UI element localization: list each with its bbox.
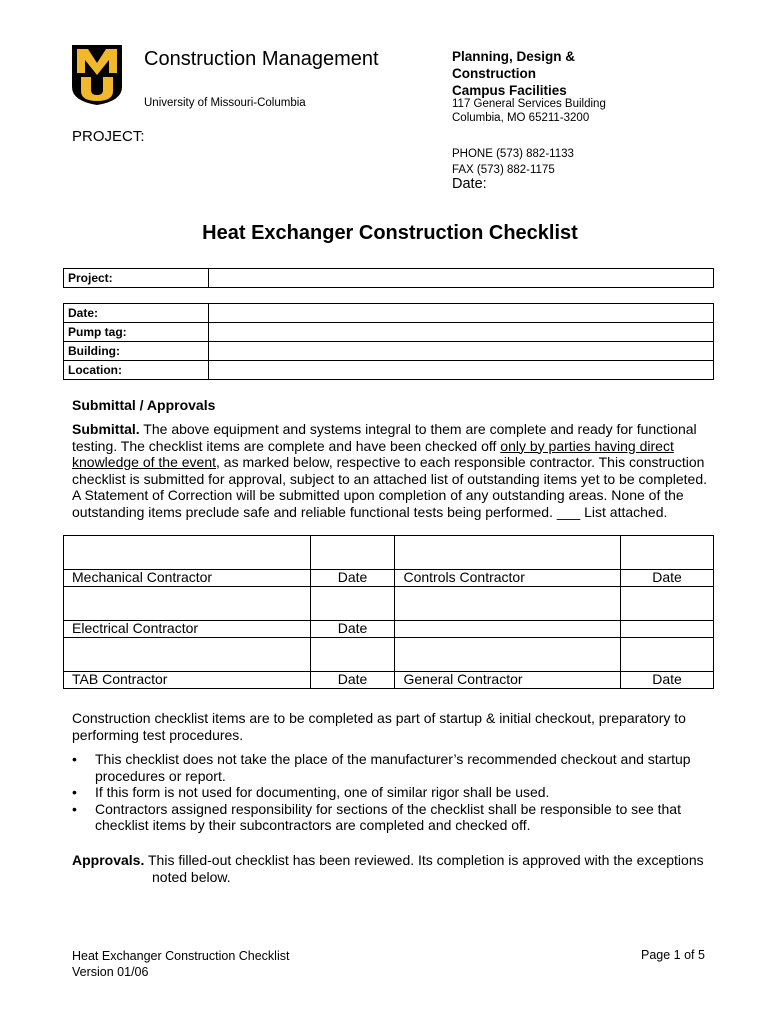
tab-date-field[interactable] — [310, 638, 395, 672]
project-field[interactable] — [209, 269, 714, 288]
page-number: Page 1 of 5 — [641, 948, 705, 962]
building-field[interactable] — [209, 342, 714, 361]
tab-signature-field[interactable] — [64, 638, 311, 672]
table-row — [64, 672, 714, 689]
mechanical-date-field[interactable] — [310, 536, 395, 570]
controls-contractor-label: Controls Contractor — [395, 570, 621, 587]
project-label: Project: — [64, 269, 209, 288]
org-subtitle: University of Missouri-Columbia — [144, 97, 306, 109]
equipment-info-table — [63, 303, 714, 380]
approvals-paragraph — [72, 852, 712, 885]
approvals-text: This filled-out checklist has been reviewed. Its completion is approved with the exceptions — [144, 852, 704, 868]
approvals-line-2: noted below. — [152, 868, 231, 885]
table-row — [64, 361, 714, 380]
date-label: Date — [310, 621, 395, 638]
project-header-label: PROJECT: — [72, 128, 145, 145]
pump-tag-label: Pump tag: — [64, 323, 209, 342]
footer-left — [72, 948, 289, 980]
signature-table — [63, 535, 714, 689]
electrical-signature-field[interactable] — [64, 587, 311, 621]
table-row — [64, 269, 714, 288]
tab-contractor-label: TAB Contractor — [64, 672, 311, 689]
footer-version: Version 01/06 — [72, 965, 149, 979]
table-row — [64, 304, 714, 323]
date-label: Date — [310, 672, 395, 689]
table-row — [64, 342, 714, 361]
electrical-contractor-label: Electrical Contractor — [64, 621, 311, 638]
submittal-paragraph — [72, 421, 712, 520]
approvals-line — [72, 852, 712, 869]
submittal-text: The above equipment and systems integral to them are complete and ready for functional testing. The checklist items are complete and have been checked off — [72, 421, 697, 454]
list-attached: ___ List attached. — [556, 503, 668, 520]
bullet-icon: • — [72, 751, 77, 767]
submittal-lead: Submittal. — [72, 421, 140, 437]
bullet-icon: • — [72, 800, 77, 817]
table-row — [64, 587, 714, 621]
checklist-note: Construction checklist items are to be completed as part of startup & initial checkout, preparatory to performing test procedures. — [72, 710, 686, 743]
list-item — [72, 751, 712, 784]
general-signature-field[interactable] — [395, 638, 621, 672]
department-block — [452, 48, 672, 99]
address-line: 117 General Services Building — [452, 98, 606, 110]
document-title: Heat Exchanger Construction Checklist — [202, 222, 578, 244]
university-logo — [72, 45, 122, 105]
org-title: Construction Management — [144, 48, 379, 70]
general-date-field[interactable] — [621, 638, 714, 672]
date-label: Date: — [64, 304, 209, 323]
dept-line: Campus Facilities — [452, 83, 567, 98]
general-contractor-label: General Contractor — [395, 672, 621, 689]
approvals-lead: Approvals. — [72, 852, 145, 868]
list-item — [72, 784, 712, 801]
table-row — [64, 638, 714, 672]
list-item — [72, 801, 712, 834]
date-field[interactable] — [209, 304, 714, 323]
date-label: Date — [621, 672, 714, 689]
list-item-text: Contractors assigned responsibility for sections of the checklist shall be responsible to see that checklist items by their subcontractors are completed and checked off. — [95, 800, 681, 833]
header-date-label: Date: — [452, 176, 487, 192]
submittal-heading: Submittal / Approvals — [72, 397, 216, 413]
dept-line: Construction — [452, 66, 536, 81]
address-block — [452, 97, 606, 125]
contact-block — [452, 146, 574, 178]
submittal-underlined: only by parties having direct knowledge of the event — [72, 437, 674, 470]
building-label: Building: — [64, 342, 209, 361]
dept-line: Planning, Design & — [452, 49, 576, 64]
list-item-text: This checklist does not take the place of the manufacturer’s recommended checkout and startup procedures or report. — [95, 751, 691, 784]
location-label: Location: — [64, 361, 209, 380]
controls-signature-field[interactable] — [395, 536, 621, 570]
fax-number: FAX (573) 882-1175 — [452, 164, 555, 176]
blank-cell — [621, 587, 714, 621]
controls-date-field[interactable] — [621, 536, 714, 570]
list-item-text: If this form is not used for documenting, one of similar rigor shall be used. — [95, 784, 550, 800]
footer-doc-name: Heat Exchanger Construction Checklist — [72, 949, 290, 963]
bullet-icon: • — [72, 784, 77, 800]
mechanical-signature-field[interactable] — [64, 536, 311, 570]
submittal-text-2: , as marked below, respective to each responsible contractor. This construction checklist is submitted for approval, subject to an attached list of outstanding items yet to be completed. A Statement of Correction will be submitted upon completion of any outstanding areas. None of the outstanding items preclude safe and reliable functional tests being performed. — [72, 454, 708, 520]
phone-number: PHONE (573) 882-1133 — [452, 148, 574, 160]
date-label: Date — [310, 570, 395, 587]
blank-cell — [395, 621, 621, 638]
table-row — [64, 570, 714, 587]
date-label: Date — [621, 570, 714, 587]
mechanical-contractor-label: Mechanical Contractor — [64, 570, 311, 587]
electrical-date-field[interactable] — [310, 587, 395, 621]
location-field[interactable] — [209, 361, 714, 380]
project-table — [63, 268, 714, 288]
table-row — [64, 621, 714, 638]
pump-tag-field[interactable] — [209, 323, 714, 342]
table-row — [64, 323, 714, 342]
address-line: Columbia, MO 65211-3200 — [452, 112, 590, 124]
blank-cell — [395, 587, 621, 621]
blank-cell — [621, 621, 714, 638]
table-row — [64, 536, 714, 570]
bullet-list — [72, 751, 712, 834]
